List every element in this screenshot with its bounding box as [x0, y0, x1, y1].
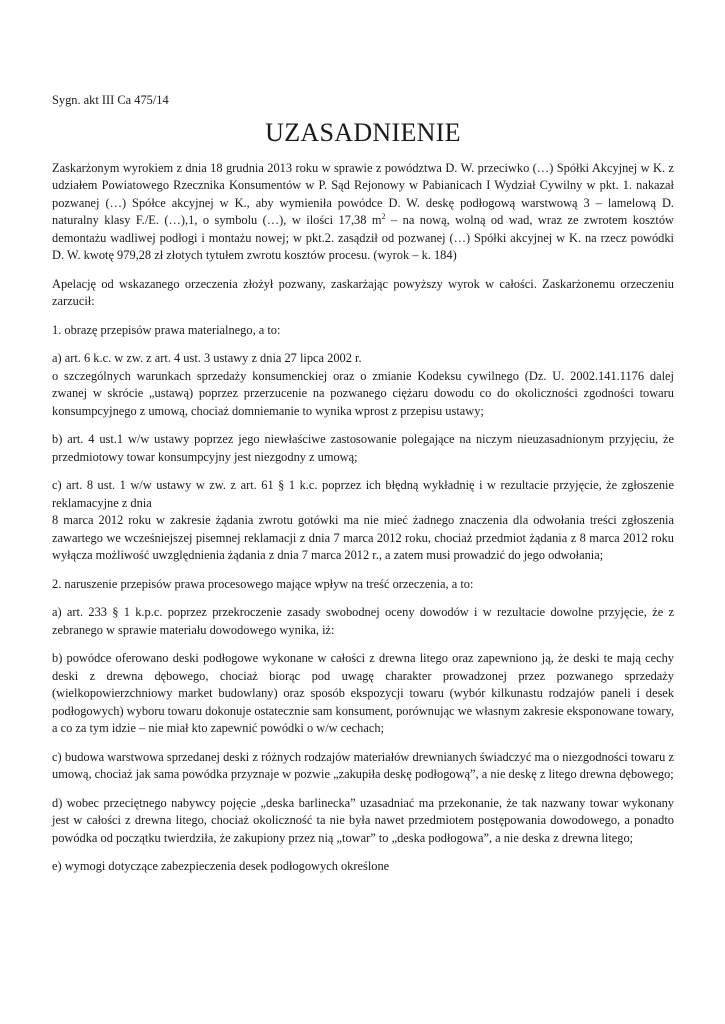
point-1c-line1: c) art. 8 ust. 1 w/w ustawy w zw. z art. 61 § 1 k.c. poprzez ich błędną wykładnię i w rezultacie przyjęcie, że zgłoszenie reklamacyjne z dnia [52, 478, 674, 510]
intro-text-part2: – na nową, wolną od wad, wraz ze zwrotem kosztów demontażu wadliwej podłogi i montażu nowej; w pkt.2. zasądził od pozwanej (…) Spółki akcyjnej w K. na rzecz powódki D. W. kwotę 979,28 zł złotych tytułem zwrotu kosztów procesu. (wyrok – k. 184) [52, 213, 674, 262]
point-1a-line2: o szczególnych warunkach sprzedaży konsumenckiej oraz o zmianie Kodeksu cywilnego (Dz. U. 2002.141.1176 dalej zwanej w skrócie „ustawą) poprzez przerzucenie na pozwanego ciężaru dowodu co do okoliczności zgodności towaru konsumpcyjnego z umową, chociaż domniemanie to wynika wprost z przepisu ustawy; [52, 368, 674, 418]
point-1b: b) art. 4 ust.1 w/w ustawy poprzez jego niewłaściwe zastosowanie polegające na niczym nieuzasadnionym przyjęciu, że przedmiotowy towar konsumpcyjny jest niezgodny z umową; [52, 432, 674, 464]
point-2c: c) budowa warstwowa sprzedanej deski z różnych rodzajów materiałów drewnianych świadczyć ma o niezgodności towaru z umową, chociaż jak sama powódka przyznaje w pozwie „zakupiła deskę podłogową”, a nie deskę z litego drewna dębowego; [52, 749, 674, 781]
point-2b: b) powódce oferowano deski podłogowe wykonane w całości z drewna litego oraz zapewniono ją, że deski te mają cechy deski z drewna dębowego, chociaż biorąc pod uwagę charakter prowadzonej przez pozwanego sprzedaży (wielkopowierzchniowy market budowlany) oraz sposób ekspozycji towaru (wybór kilkunastu rodzajów paneli i desek podłogowych) wyboru towaru dokonuje ostatecznie sam konsument, porównując we własnym zakresie eksponowane towary, a co za tym idzie – nie miał kto zapewnić powódki o w/w cechach; [52, 651, 675, 735]
appeal-paragraph: Apelację od wskazanego orzeczenia złożył pozwany, zaskarżając powyższy wyrok w całości. Zaskarżonemu orzeczeniu zarzucił: [52, 276, 674, 308]
point-1: 1. obrazę przepisów prawa materialnego, a to: [52, 322, 281, 337]
case-number: Sygn. akt III Ca 475/14 [52, 93, 169, 107]
document-page [52, 92, 674, 887]
point-2a: a) art. 233 § 1 k.p.c. poprzez przekroczenie zasady swobodnej oceny dowodów i w rezultacie dowolne przyjęcie, że z zebranego w sprawie materiału dowodowego wynika, iż: [52, 605, 674, 637]
intro-superscript: 2 [381, 211, 386, 221]
point-2: 2. naruszenie przepisów prawa procesowego mające wpływ na treść orzeczenia, a to: [52, 576, 474, 591]
point-1c-line2: 8 marca 2012 roku w zakresie żądania zwrotu gotówki ma nie mieć żadnego znaczenia dla odwołania treści zgłoszenia zawartego we wcześniejszej pisemnej reklamacji z dnia 7 marca 2012 roku, chociaż przedmiot żądania z 8 marca 2012 roku wyłącza możliwość uwzględnienia żądania z dnia 7 marca 2012 r., a zatem musi prowadzić do jego odwołania; [52, 513, 674, 562]
document-title: UZASADNIENIE [265, 117, 461, 147]
point-1a-line1: a) art. 6 k.c. w zw. z art. 4 ust. 3 ustawy z dnia 27 lipca 2002 r. [52, 351, 362, 365]
point-1c [52, 477, 674, 565]
point-2e: e) wymogi dotyczące zabezpieczenia desek podłogowych określone [52, 859, 390, 873]
intro-text-part1: Zaskarżonym wyrokiem z dnia 18 grudnia 2013 roku w sprawie z powództwa D. W. przeciwko (…) Spółki Akcyjnej w K. z udziałem Powiatowego Rzecznika Konsumentów w P. Sąd Rejonowy w Pabianicach I Wydział Cywilny w pkt. 1. nakazał pozwanej (…) Spółce akcyjnej w K., aby wymieniła powódce D. W. deskę podłogową warstwową 3 – lamelową D. naturalny klasy F./E. (…),1, o symbolu (…), w ilości 17,38 m [52, 160, 674, 227]
point-2d: d) wobec przeciętnego nabywcy pojęcie „deska barlinecka” uzasadniać ma przekonanie, że tak nazwany towar wykonany jest w całości z drewna litego, chociaż okoliczność ta nie była nawet przedmiotem postępowania dowodowego, a ponadto powódka od początku twierdziła, że zakupiony przez nią „towar” to „deska podłogowa”, a nie deska z drewna litego; [52, 795, 674, 845]
point-1a [52, 350, 674, 420]
intro-paragraph [52, 160, 674, 265]
